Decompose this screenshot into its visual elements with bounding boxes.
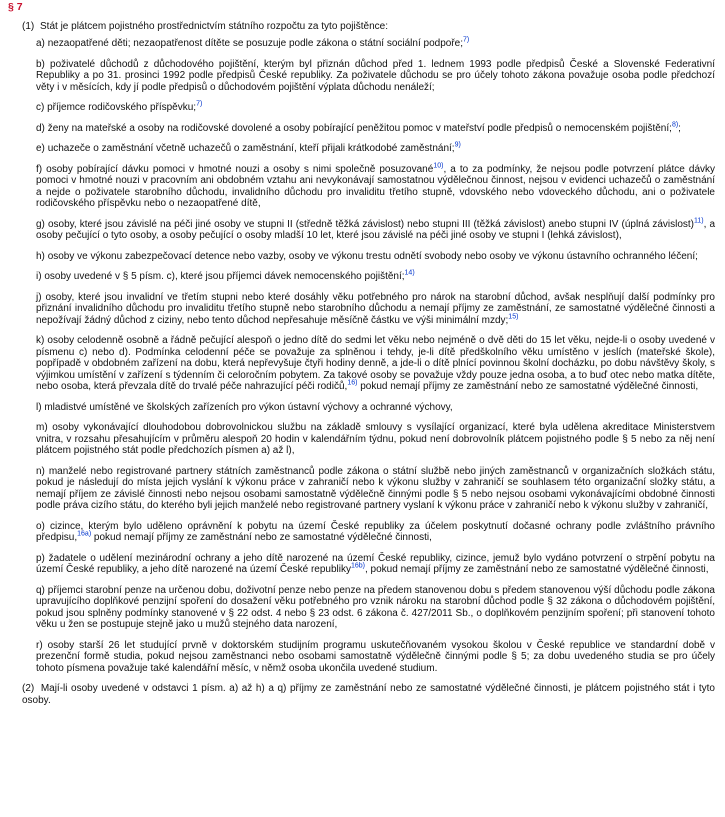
item-text: osoby pobírající dávku pomoci v hmotné nouzi a osoby s nimi společně posuzované — [46, 163, 434, 175]
paragraph-number: (1) — [22, 20, 35, 32]
item-letter: n) — [36, 465, 45, 477]
item-text: osoby starší 26 let studující prvně v doktorském studijním programu uskutečňovaném vysokou školou v České republice ve standardní době v prezenční formě studia, pokud nejsou zaměstnanci nebo osobami samostatně výdělečně činnými podle § 5; za dobu uvedeného studia se pro účely tohoto písmena považuje také kalendářní měsíc, v němž osoba ukončila uvedené studium. — [36, 639, 716, 674]
item-text: uchazeče o zaměstnání včetně uchazečů o zaměstnání, kteří přijali krátkodobé zaměstnání; — [47, 143, 455, 154]
list-item-q — [36, 585, 715, 631]
paragraph-number: (2) — [22, 683, 35, 694]
item-text: osoby ve výkonu zabezpečovací detence nebo vazby, osoby ve výkonu trestu odnětí svobody nebo osoby ve výkonu ústavního ochranného léčení; — [47, 250, 698, 262]
item-text: osoby, které jsou invalidní ve třetím stupni nebo které dosáhly věku potřebného pro nárok na starobní důchod, avšak nesplňují další podmínky pro přiznání invalidního důchodu pro invaliditu třetího stupně nebo starobního důchodu a nemají příjmy ze zaměstnání, ze samostatné výdělečné činnosti a nepožívají žádný důchod z ciziny, nebo tento důchod nepřesahuje měsíčně částku ve výši minimální mzdy; — [36, 291, 715, 326]
item-letter: q) — [36, 584, 45, 596]
item-letter: f) — [36, 163, 43, 175]
footnote-link[interactable]: 11) — [694, 217, 704, 225]
item-letter: d) — [36, 122, 45, 134]
item-letter: g) — [36, 218, 45, 230]
paragraph-intro-text: Stát je plátcem pojistného prostřednictvím státního rozpočtu za tyto pojištěnce: — [40, 20, 388, 32]
item-text: žadatele o udělení mezinárodní ochrany a jeho dítě narozené na území České republiky, cizince, jemuž bylo vydáno potvrzení o strpění pobytu na území České republiky, a jeho dítě narozené na území České republiky — [36, 552, 715, 575]
footnote-link[interactable]: 14) — [404, 269, 415, 277]
item-letter: c) — [36, 102, 45, 113]
item-text: cizince, kterým bylo uděleno oprávnění k pobytu na území České republiky za účelem poskytnutí dočasné ochrany podle zvláštního právního předpisu, — [36, 520, 715, 543]
list-item-m — [36, 422, 715, 457]
footnote-link[interactable]: 15) — [508, 313, 519, 321]
item-text: poživatelé důchodů z důchodového pojištění, kterým byl přiznán důchod před 1. lednem 1993 podle předpisů České a Slovenské Federativní Republiky a po 31. prosinci 1992 podle předpisů České republiky. Za poživatele důchodu se pro účely tohoto zákona považuje osoba podle předchozí věty i v měsících, kdy jí podle předpisů o důchodovém pojištění výplata důchodu nenáleží; — [36, 58, 716, 93]
item-letter: m) — [36, 422, 48, 433]
item-text-tail: pokud nemají příjmy ze zaměstnání nebo ze samostatné výdělečné činnosti, — [91, 532, 432, 543]
item-text: nezaopatřené děti; nezaopatřenost dítěte se posuzuje podle zákona o státní sociální podpoře; — [47, 38, 463, 49]
item-text: příjemci starobní penze na určenou dobu, doživotní penze nebo penze na předem stanovenou dobu s předem stanovenou výší důchodu podle zákona upravujícího doplňkové penzijní spoření do dosažení věku potřebného pro vznik nároku na starobní důchod podle § 32 zákona o důchodovém pojištění, pokud jsou splněny podmínky stanovené v § 22 odst. 4 nebo § 23 odst. 6 zákona č. 427/2011 Sb., o doplňkovém penzijním spoření; při stanovení tohoto věku u žen se postupuje stejně jako u mužů stejného data narození, — [36, 584, 715, 630]
list-item-n — [36, 466, 715, 512]
list-item-a — [36, 38, 715, 50]
paragraph-2-text: Mají-li osoby uvedené v odstavci 1 písm. a) až h) a q) příjmy ze zaměstnání nebo ze samostatné výdělečné činnosti, je plátcem pojistného stát i tyto osoby. — [22, 683, 715, 706]
item-list — [8, 38, 715, 674]
footnote-link[interactable]: 16b) — [350, 562, 365, 570]
footnote-link[interactable]: 16a) — [77, 530, 92, 538]
list-item-f — [36, 164, 715, 210]
paragraph-1-intro — [22, 21, 715, 33]
item-letter: b) — [36, 58, 45, 70]
list-item-c — [36, 102, 715, 114]
footnote-link[interactable]: 9) — [454, 141, 461, 149]
section-heading: § 7 — [8, 1, 23, 13]
list-item-g — [36, 219, 715, 242]
list-item-e — [36, 143, 715, 155]
item-text: ženy na mateřské a osoby na rodičovské dovolené a osoby pobírající peněžitou pomoc v mateřství podle předpisů o nemocenském pojištění; — [47, 122, 672, 134]
list-item-j — [36, 292, 715, 327]
item-text: osoby, které jsou závislé na péči jiné osoby ve stupni II (středně těžká závislost) nebo stupni III (těžká závislost) anebo stupni IV (úplná závislost) — [47, 218, 695, 230]
item-letter: h) — [36, 250, 45, 262]
footnote-link[interactable]: 16) — [347, 379, 358, 387]
item-letter: i) — [36, 271, 42, 282]
item-letter: r) — [36, 639, 43, 651]
list-item-i — [36, 271, 715, 283]
item-text: manželé nebo registrované partnery státních zaměstnanců podle zákona o státní službě nebo jiných zaměstnanců v organizačních složkách státu, pokud je následují do místa jejich vyslání k výkonu práce v zahraničí nebo k výkonu služby v zahraničí se souhlasem této organizační složky státu, a nemají příjem ze závislé činnosti nebo nejsou osobami samostatně výdělečně činnými podle § 5 nebo nejsou osobami vykonávajícími obdobné činnosti podle práva cizího státu, do kterého byli jejich manželé nebo registrované partnery vyslaní k výkonu práce v zahraničí nebo k výkonu služby v zahraničí, — [36, 465, 715, 511]
item-text-tail: , pokud nemají příjmy ze zaměstnání nebo ze samostatné výdělečné činnosti, — [365, 564, 709, 575]
item-letter: o) — [36, 520, 45, 532]
item-text: osoby celodenně osobně a řádně pečující alespoň o jedno dítě do sedmi let věku nebo nejméně o dvě děti do 15 let věku, nejde-li o osoby uvedené v písmenu c) nebo d). Podmínka celodenní péče se považuje za splněnou i tehdy, je-li dítě předškolního věku umístěno v jeslích (mateřské škole), popřípadě v obdobném zařízení na dobu, která nepřevyšuje čtyři hodiny denně, a jde-li o dítě plnící povinnou školní docházku, po dobu návštěvy školy, s výjimkou umístění v zařízení s týdenním či celoročním pobytem. Za takové osoby se považuje vždy pouze jedna osoba, a to buď otec nebo matka dítěte, nebo osoba, která převzala dítě do trvalé péče nahrazující péči rodičů, — [36, 335, 715, 392]
list-item-k — [36, 335, 715, 393]
item-letter: e) — [36, 143, 45, 154]
footnote-link[interactable]: 7) — [462, 36, 470, 44]
item-text-tail: ; — [678, 122, 681, 134]
list-item-p — [36, 553, 715, 576]
item-letter: p) — [36, 552, 45, 564]
list-item-b — [36, 59, 715, 94]
footnote-link[interactable]: 10) — [433, 162, 444, 170]
list-item-h — [36, 251, 715, 263]
footnote-link[interactable]: 8) — [671, 121, 679, 129]
item-text-tail: pokud nemají příjmy ze zaměstnání nebo ze samostatné výdělečné činnosti, — [357, 381, 699, 392]
item-text: osoby uvedené v § 5 písm. c), které jsou příjemci dávek nemocenského pojištění; — [44, 271, 405, 282]
footnote-link[interactable]: 7) — [196, 100, 203, 108]
item-text-tail: , a osoby pečující o tyto osoby, a osoby pečující o osoby mladší 10 let, které jsou závislé na péči jiné osoby ve stupni I (lehká závislost), — [36, 218, 716, 241]
list-item-l — [36, 402, 715, 414]
list-item-d — [36, 123, 715, 135]
paragraph-2 — [22, 683, 715, 706]
item-letter: l) — [36, 401, 42, 413]
item-text-tail: , a to za podmínky, že nejsou podle potvrzení plátce dávky pomoci v hmotné nouzi v pracovním ani obdobném vztahu ani nevykonávají samostatnou výdělečnou činnost, nejsou v evidenci uchazečů o zaměstnání a nejde o poživatele starobního důchodu, invalidního důchodu pro invaliditu třetího stupně, vdovského nebo vdoveckého důchodu, ani o poživatele rodičovského příspěvku nebo o nezaopatřené dítě, — [36, 163, 716, 209]
list-item-r — [36, 640, 715, 675]
item-letter: a) — [36, 38, 45, 49]
item-letter: j) — [36, 291, 42, 303]
item-text: příjemce rodičovského příspěvku; — [47, 102, 197, 113]
item-letter: k) — [36, 335, 45, 346]
item-text: mladistvé umístěné ve školských zařízeních pro výkon ústavní výchovy a ochranné výchovy, — [44, 401, 453, 413]
list-item-o — [36, 521, 715, 544]
item-text: osoby vykonávající dlouhodobou dobrovolnickou službu na základě smlouvy s vysílající organizací, které byla udělena akreditace Ministerstvem vnitra, v rozsahu přesahujícím v průměru alespoň 20 hodin v kalendářním týdnu, pokud není dobrovolník plátcem pojistného podle § 5 nebo za něj není plátcem pojistného stát podle předchozích písmen a) až l), — [36, 422, 715, 456]
